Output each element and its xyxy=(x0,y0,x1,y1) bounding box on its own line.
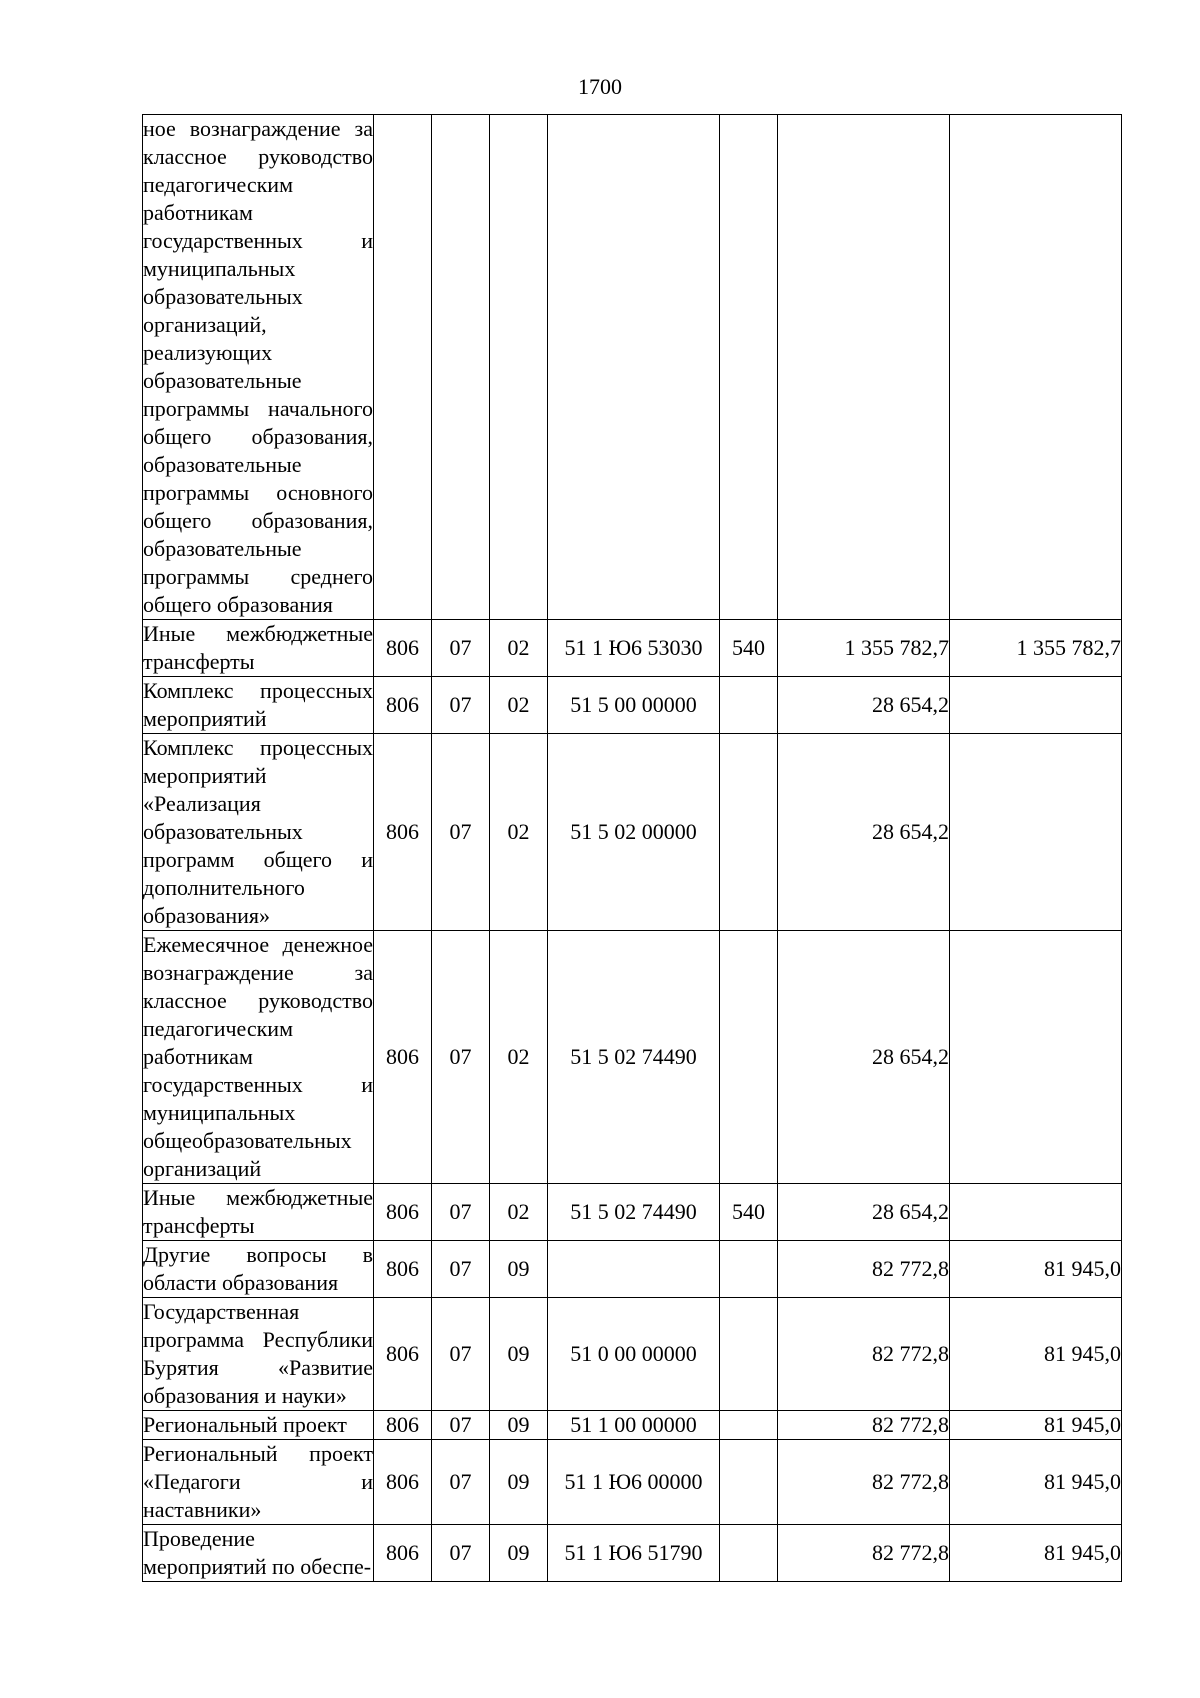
table-row xyxy=(143,734,1122,931)
expense-type-cell xyxy=(720,931,778,1184)
row-name-cell: Проведение мероприятий по обеспе- xyxy=(143,1525,374,1582)
row-name-cell: Иные межбюджетные трансферты xyxy=(143,620,374,677)
target-article-cell xyxy=(548,1241,720,1298)
amount-year2-cell: 1 355 782,7 xyxy=(950,620,1122,677)
subsection-code-cell: 02 xyxy=(490,734,548,931)
section-code-cell: 07 xyxy=(432,677,490,734)
target-article-cell: 51 1 Ю6 53030 xyxy=(548,620,720,677)
amount-year1-cell: 28 654,2 xyxy=(778,677,950,734)
target-article-cell: 51 1 Ю6 00000 xyxy=(548,1440,720,1525)
ministry-code-cell: 806 xyxy=(374,620,432,677)
expense-type-cell: 540 xyxy=(720,620,778,677)
target-article-cell: 51 1 00 00000 xyxy=(548,1411,720,1440)
amount-year1-cell: 28 654,2 xyxy=(778,734,950,931)
table-row xyxy=(143,1184,1122,1241)
amount-year2-cell: 81 945,0 xyxy=(950,1440,1122,1525)
expense-type-cell xyxy=(720,1298,778,1411)
expense-type-cell xyxy=(720,1525,778,1582)
subsection-code-cell: 02 xyxy=(490,620,548,677)
subsection-code-cell: 02 xyxy=(490,931,548,1184)
amount-year1-cell: 82 772,8 xyxy=(778,1298,950,1411)
table-row xyxy=(143,1525,1122,1582)
row-name-cell: Другие вопросы в области образования xyxy=(143,1241,374,1298)
row-name-cell: Комплекс процессных мероприятий «Реализация образовательных программ общего и дополнительного образования» xyxy=(143,734,374,931)
amount-year2-cell xyxy=(950,931,1122,1184)
subsection-code-cell: 09 xyxy=(490,1241,548,1298)
page-number: 1700 xyxy=(578,74,622,99)
table-row xyxy=(143,931,1122,1184)
row-name-cell: Региональный проект «Педагоги и наставники» xyxy=(143,1440,374,1525)
section-code-cell xyxy=(432,115,490,620)
amount-year2-cell xyxy=(950,1184,1122,1241)
amount-year1-cell: 1 355 782,7 xyxy=(778,620,950,677)
ministry-code-cell: 806 xyxy=(374,1525,432,1582)
target-article-cell: 51 5 02 00000 xyxy=(548,734,720,931)
section-code-cell: 07 xyxy=(432,1411,490,1440)
section-code-cell: 07 xyxy=(432,1298,490,1411)
ministry-code-cell: 806 xyxy=(374,734,432,931)
amount-year2-cell: 81 945,0 xyxy=(950,1298,1122,1411)
row-name-cell: ное вознаграждение за классное руководство педагогическим работникам государственных и муниципальных образовательных организаций, реализующих образовательные программы начального общего образования, образовательные программы основного общего образования, образовательные программы среднего общего образования xyxy=(143,115,374,620)
amount-year1-cell: 82 772,8 xyxy=(778,1440,950,1525)
row-name-cell: Иные межбюджетные трансферты xyxy=(143,1184,374,1241)
target-article-cell: 51 0 00 00000 xyxy=(548,1298,720,1411)
expense-type-cell xyxy=(720,115,778,620)
subsection-code-cell: 09 xyxy=(490,1525,548,1582)
budget-table xyxy=(142,114,1122,1582)
expense-type-cell xyxy=(720,677,778,734)
table-row xyxy=(143,115,1122,620)
amount-year1-cell: 28 654,2 xyxy=(778,1184,950,1241)
section-code-cell: 07 xyxy=(432,734,490,931)
amount-year2-cell: 81 945,0 xyxy=(950,1241,1122,1298)
subsection-code-cell: 09 xyxy=(490,1440,548,1525)
expense-type-cell xyxy=(720,1440,778,1525)
row-name-cell: Ежемесячное денежное вознаграждение за классное руководство педагогическим работникам государственных и муниципальных общеобразовательных организаций xyxy=(143,931,374,1184)
target-article-cell: 51 5 00 00000 xyxy=(548,677,720,734)
expense-type-cell: 540 xyxy=(720,1184,778,1241)
section-code-cell: 07 xyxy=(432,1440,490,1525)
ministry-code-cell xyxy=(374,115,432,620)
section-code-cell: 07 xyxy=(432,1525,490,1582)
amount-year2-cell: 81 945,0 xyxy=(950,1411,1122,1440)
table-row xyxy=(143,1241,1122,1298)
amount-year2-cell: 81 945,0 xyxy=(950,1525,1122,1582)
section-code-cell: 07 xyxy=(432,620,490,677)
row-name-cell: Региональный проект xyxy=(143,1411,374,1440)
target-article-cell xyxy=(548,115,720,620)
table-row xyxy=(143,1440,1122,1525)
amount-year1-cell: 82 772,8 xyxy=(778,1525,950,1582)
row-name-cell: Государственная программа Республики Бурятия «Развитие образования и науки» xyxy=(143,1298,374,1411)
target-article-cell: 51 5 02 74490 xyxy=(548,931,720,1184)
amount-year1-cell: 82 772,8 xyxy=(778,1411,950,1440)
expense-type-cell xyxy=(720,1241,778,1298)
ministry-code-cell: 806 xyxy=(374,1298,432,1411)
expense-type-cell xyxy=(720,734,778,931)
table-row xyxy=(143,1298,1122,1411)
subsection-code-cell: 02 xyxy=(490,677,548,734)
section-code-cell: 07 xyxy=(432,1184,490,1241)
row-name-cell: Комплекс процессных мероприятий xyxy=(143,677,374,734)
ministry-code-cell: 806 xyxy=(374,1184,432,1241)
table-row xyxy=(143,1411,1122,1440)
amount-year1-cell: 28 654,2 xyxy=(778,931,950,1184)
amount-year2-cell xyxy=(950,677,1122,734)
table-row xyxy=(143,677,1122,734)
subsection-code-cell: 09 xyxy=(490,1411,548,1440)
section-code-cell: 07 xyxy=(432,931,490,1184)
amount-year2-cell xyxy=(950,734,1122,931)
ministry-code-cell: 806 xyxy=(374,677,432,734)
expense-type-cell xyxy=(720,1411,778,1440)
amount-year2-cell xyxy=(950,115,1122,620)
subsection-code-cell: 09 xyxy=(490,1298,548,1411)
table-row xyxy=(143,620,1122,677)
ministry-code-cell: 806 xyxy=(374,1411,432,1440)
ministry-code-cell: 806 xyxy=(374,931,432,1184)
section-code-cell: 07 xyxy=(432,1241,490,1298)
target-article-cell: 51 5 02 74490 xyxy=(548,1184,720,1241)
ministry-code-cell: 806 xyxy=(374,1241,432,1298)
subsection-code-cell xyxy=(490,115,548,620)
amount-year1-cell: 82 772,8 xyxy=(778,1241,950,1298)
amount-year1-cell xyxy=(778,115,950,620)
target-article-cell: 51 1 Ю6 51790 xyxy=(548,1525,720,1582)
ministry-code-cell: 806 xyxy=(374,1440,432,1525)
subsection-code-cell: 02 xyxy=(490,1184,548,1241)
